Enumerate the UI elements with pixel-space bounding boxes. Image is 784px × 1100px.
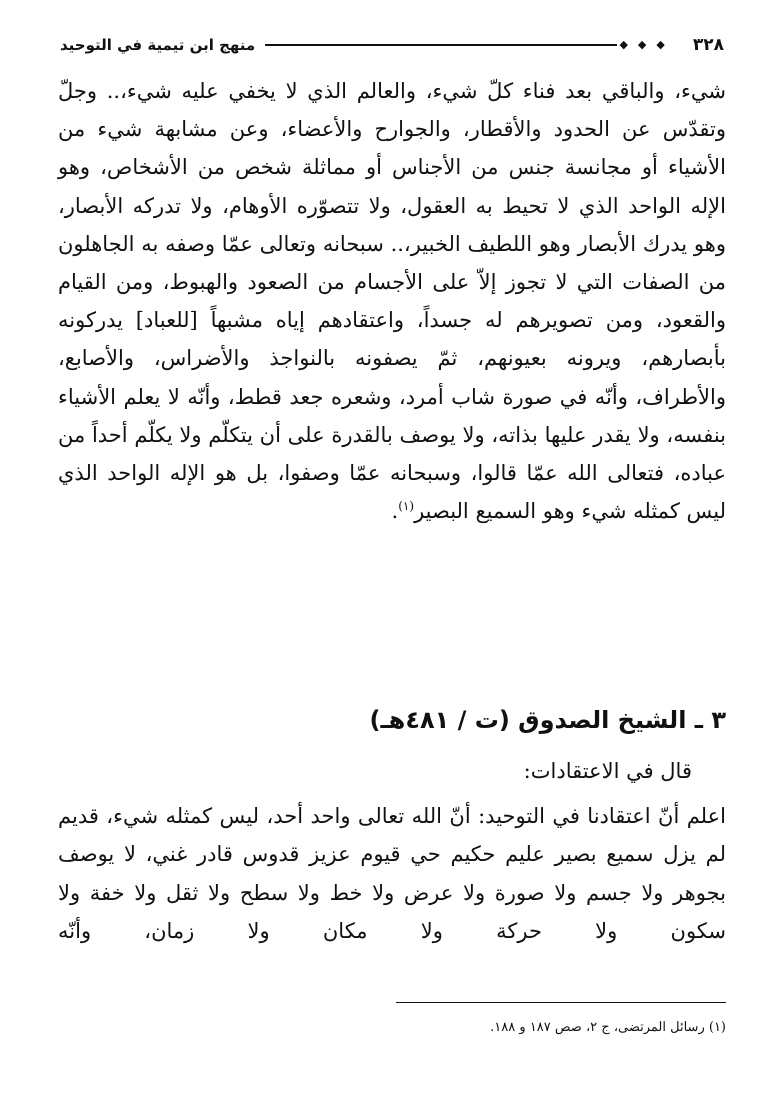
section-heading: ٣ ـ الشيخ الصدوق (ت / ٤٨١هـ) <box>369 706 726 734</box>
footnote-separator <box>396 1002 726 1003</box>
body-paragraph <box>58 72 726 530</box>
header-ornament-icon: ◆◆◆ <box>617 36 674 54</box>
footnote: (١) رسائل المرتضى، ج ٢، صص ١٨٧ و ١٨٨. <box>490 1020 726 1035</box>
body-paragraph-end: . <box>391 499 399 524</box>
body-paragraph-text <box>58 72 726 530</box>
header-rule-line <box>265 44 675 46</box>
quote-paragraph: اعلم أنّ اعتقادنا في التوحيد: أنّ الله تعالى واحد أحد، ليس كمثله شيء، قديم لم يزل سميع بصير عليم حكيم حي قيوم عزيز قدوس قادر غني، لا يوصف بجوهر ولا جسم ولا صورة ولا عرض ولا خط ولا سطح ولا ثقل ولا خفة ولا سكون ولا حركة ولا مكان ولا زمان، وأنّه <box>58 804 726 944</box>
page-header <box>60 30 724 60</box>
header-rule <box>265 39 675 51</box>
section-intro: قال في الاعتقادات: <box>523 759 692 783</box>
body-paragraph-content: شيء، والباقي بعد فناء كلّ شيء، والعالم الذي لا يخفي عليه شيء،.. وجلّ وتقدّس عن الحدود والأقطار، والجوارح والأعضاء، وعن مشابهة شيء من الأشياء أو مجانسة جنس من الأجناس أو مماثلة شخص من الأشخاص، وهو الإله الواحد الذي لا تحيط به العقول، ولا تتصوّره الأوهام، ولا تدركه الأبصار، وهو يدرك الأبصار وهو اللطيف الخبير،.. سبحانه وتعالى عمّا وصفه به الجاهلون من الصفات التي لا تجوز إلاّ على الأجسام من الصعود والهبوط، ومن القيام والقعود، ومن تصويرهم له جسداً، واعتقادهم إياه مشبهاً [للعباد] يدركونه بأبصارهم، ويرونه بعيونهم، ثمّ يصفونه بالنواجذ والأضراس، والأصابع، والأطراف، وأنّه في صورة شاب أمرد، وشعره جعد قطط، وأنّه لا يعلم الأشياء بنفسه، ولا يقدر عليها بذاته، ولا يوصف بالقدرة على أن يتكلّم ولا يكلّم أحداً من عباده، فتعالى الله عمّا قالوا، وسبحانه عمّا وصفوا، بل هو الإله الواحد الذي ليس كمثله شيء وهو السميع البصير <box>58 79 726 524</box>
running-title: منهج ابن تيمية في التوحيد <box>60 36 256 54</box>
footnote-reference[interactable]: (١) <box>398 499 415 514</box>
page-number: ٣٢٨ <box>692 35 724 55</box>
